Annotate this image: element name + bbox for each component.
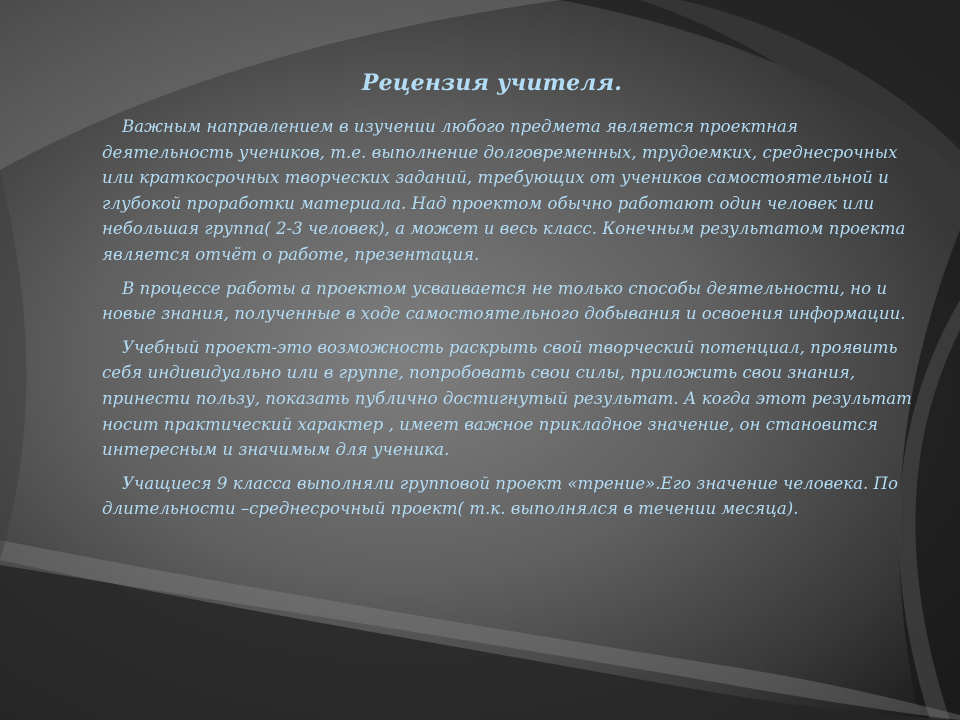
slide-content <box>102 70 912 530</box>
paragraph-3: Учебный проект-это возможность раскрыть свой творческий потенциал, проявить себя индивидуально или в группе, попробовать свои силы, приложить свои знания, принести пользу, показать публично достигнутый результат. А когда этот результат носит практический характер , имеет важное прикладное значение, он становится интересным и значимым для ученика. <box>102 337 912 460</box>
paragraph-2: В процессе работы а проектом усваивается не только способы деятельности, но и новые знания, полученные в ходе самостоятельного добывания и освоения информации. <box>102 278 906 324</box>
paragraph-4: Учащиеся 9 класса выполняли групповой проект «трение».Его значение человека. По длительности –среднесрочный проект( т.к. выполнялся в течении месяца). <box>102 473 899 519</box>
slide-title: Рецензия учителя. <box>361 70 623 96</box>
paragraph-1: Важным направлением в изучении любого предмета является проектная деятельность учеников, т.е. выполнение долговременных, трудоемких, среднесрочных или краткосрочных творческих заданий, требующих от учеников самостоятельной и глубокой проработки материала. Над проектом обычно работают один человек или небольшая группа( 2-3 человек), а может и весь класс. Конечным результатом проекта является отчёт о работе, презентация. <box>102 117 906 264</box>
